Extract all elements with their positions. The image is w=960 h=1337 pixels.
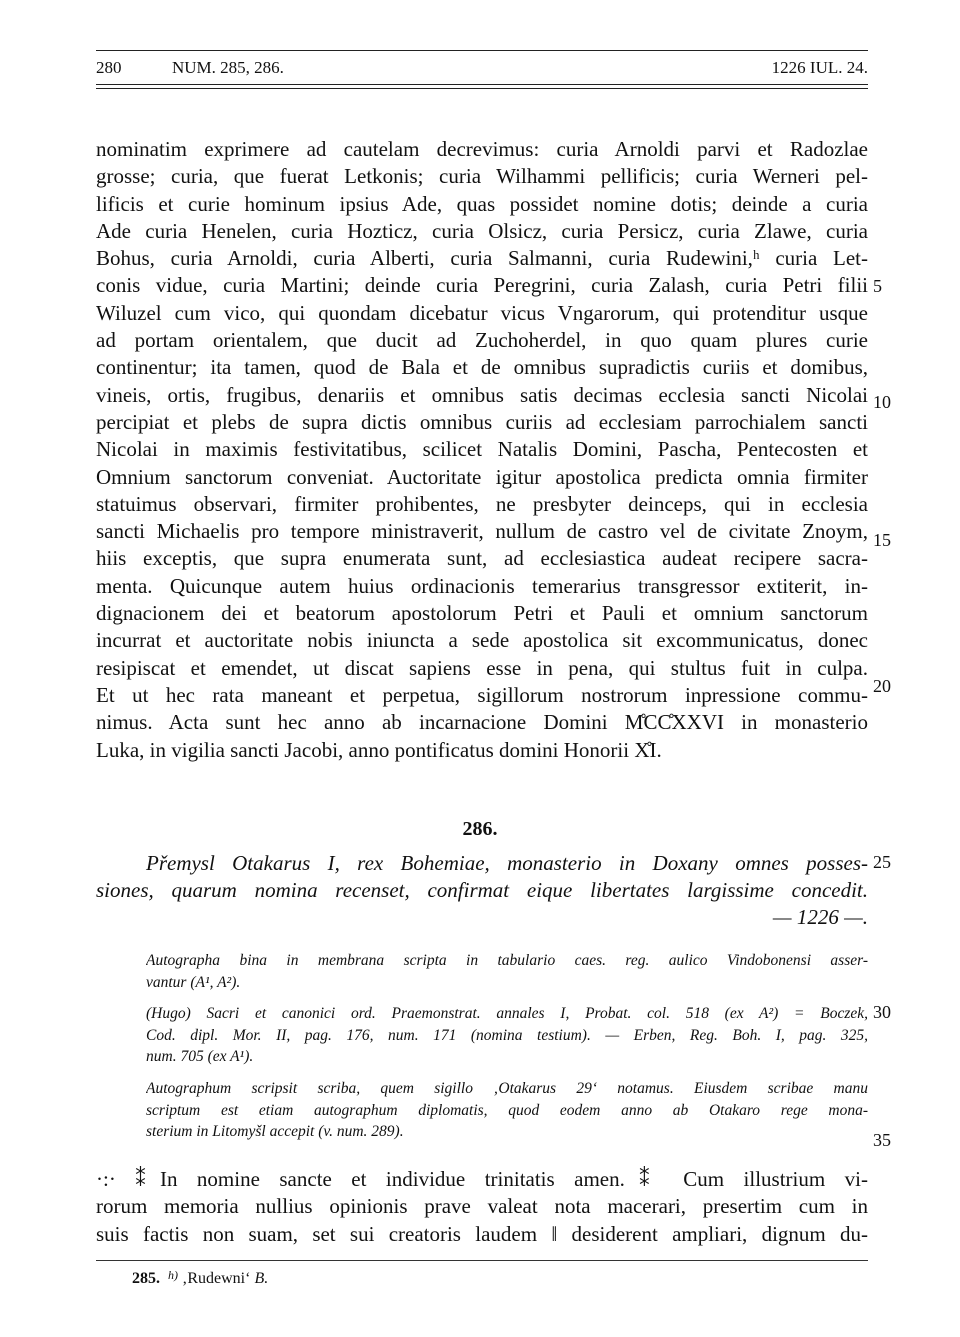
running-header bbox=[96, 58, 868, 80]
footnote-mark: h) bbox=[168, 1268, 178, 1282]
footnote-reading: ‚Rudewni‘ bbox=[182, 1270, 251, 1287]
margin-line-number: 5 bbox=[873, 276, 882, 296]
text-line: Wiluzel cum vico, qui quondam dicebatur vicus Vngarorum, qui protenditur usque bbox=[96, 300, 868, 325]
footnote bbox=[132, 1268, 268, 1288]
header-rule-bottom bbox=[96, 84, 868, 85]
text-line: Luka, in vigilia sancti Jacobi, anno pontificatus domini Honorii X̊I. bbox=[96, 737, 662, 762]
note-editions bbox=[146, 1003, 868, 1068]
note-line: num. 705 (ex A¹). bbox=[146, 1048, 254, 1065]
header-date: 1226 IUL. 24. bbox=[771, 58, 868, 77]
note-line: sterium in Litomyšl accepit (v. num. 289). bbox=[146, 1123, 404, 1140]
footnote-rule bbox=[96, 1260, 868, 1261]
text-line: dignacionem dei et beatorum apostolorum Petri et Pauli et omnium sanctorum bbox=[96, 601, 868, 626]
text-line: vineis, ortis, frugibus, denariis et omnibus satis decimas ecclesia sancti Nicolai bbox=[96, 382, 868, 407]
note-line: Cod. dipl. Mor. II, pag. 176, num. 171 (nomina testium). — Erben, Reg. Boh. I, pag. 325, bbox=[146, 1026, 868, 1044]
text-line: lificis et curie hominum ipsius Ade, quas possidet nomine dotis; deinde a curia bbox=[96, 191, 868, 216]
note-line: scriptum est etiam autographum diplomatis, quod eodem anno ab Otakaro rege mona- bbox=[146, 1101, 868, 1119]
footnote-doc-number: 285. bbox=[132, 1270, 160, 1287]
text-line: nimus. Acta sunt hec anno ab incarnacione Domini M̊CC̊XXVI in monasterio bbox=[96, 710, 868, 735]
note-line: vantur (A¹, A²). bbox=[146, 973, 241, 991]
summary-line: Přemysl Otakarus I, rex Bohemiae, monasterio in Doxany omnes posses- bbox=[146, 851, 868, 875]
text-line: ·:· ⁑In nomine sancte et individue trinitatis amen.⁑ Cum illustrium vi- bbox=[96, 1167, 868, 1191]
text-line: incurrat et auctoritate nobis iniuncta a sede apostolica sit excommunicatus, donec bbox=[96, 628, 868, 653]
text-line: sancti Michaelis pro tempore ministraverit, nullum de castro vel de civitate Znoym, bbox=[96, 519, 868, 544]
text-line: continentur; ita tamen, quod de Bala et de omnibus supradictis curiis et domibus, bbox=[96, 355, 868, 380]
document-summary bbox=[96, 850, 868, 931]
footnote-source: B. bbox=[254, 1270, 269, 1287]
text-line: Et ut hec rata maneant et perpetua, sigillorum nostrorum inpressione commu- bbox=[96, 682, 868, 707]
text-line: nominatim exprimere ad cautelam decrevimus: curia Arnoldi parvi et Radozlae bbox=[96, 137, 868, 161]
text-line: suis factis non suam, set sui creatoris laudem ‖ desiderent ampliari, dignum du- bbox=[96, 1221, 868, 1246]
text-line: percipiat et plebs de supra dictis omnibus curiis ad ecclesiam parrochialem sancti bbox=[96, 409, 868, 434]
text-line: resipiscat et emendet, ut discat sapiens esse in pena, qui stultus fuit in culpa. bbox=[96, 655, 868, 680]
text-line: ad portam orientalem, que ducit ad Zuchoherdel, in quo quam plures curie bbox=[96, 328, 868, 353]
note-manuscripts bbox=[146, 950, 868, 993]
text-line: grosse; curia, que fuerat Letkonis; curia Wilhammi pellificis; curia Werneri pel- bbox=[96, 164, 868, 189]
margin-line-number: 25 bbox=[873, 852, 891, 872]
margin-line-number: 20 bbox=[873, 676, 891, 696]
note-line: (Hugo) Sacri et canonici ord. Praemonstrat. annales I, Probat. col. 518 (ex A²) = Boczek, bbox=[146, 1005, 868, 1022]
text-line: rorum memoria nullius opinionis prave valeat nota macerari, presertim cum in bbox=[96, 1194, 868, 1219]
text-line: Bohus, curia Arnoldi, curia Alberti, curia Salmanni, curia Rudewini,ʰ curia Let- bbox=[96, 246, 868, 271]
text-line: Ade curia Henelen, curia Hozticz, curia Olsicz, curia Persicz, curia Zlawe, curia bbox=[96, 218, 868, 243]
document-number: 286. bbox=[462, 818, 498, 840]
summary-date: — 1226 —. bbox=[772, 905, 868, 929]
margin-line-number: 35 bbox=[873, 1130, 891, 1150]
text-line: hiis exceptis, que supra enumerata sunt, ad ecclesiastica audeat recipere sacra- bbox=[96, 546, 868, 571]
text-line: menta. Quicunque autem huius ordinacionis temerarius transgressor extiterit, in- bbox=[96, 573, 868, 598]
page-number: 280 bbox=[96, 58, 122, 77]
note-line: Autographum scripsit scriba, quem sigillo ‚Otakarus 29ʻ notamus. Eiusdem scribae manu bbox=[146, 1080, 868, 1097]
main-text-block bbox=[96, 136, 868, 764]
note-line: Autographa bina in membrana scripta in tabulario caes. reg. aulico Vindobonensi asser- bbox=[146, 952, 868, 969]
summary-line: siones, quarum nomina recenset, confirmat eique libertates largissime concedit. bbox=[96, 878, 868, 902]
note-scribe bbox=[146, 1078, 868, 1143]
text-line: statuimus observari, firmiter prohibentes, ne presbyter deinceps, qui in ecclesia bbox=[96, 491, 868, 516]
document-incipit bbox=[96, 1166, 868, 1248]
text-line: conis vidue, curia Martini; deinde curia Peregrini, curia Zalash, curia Petri filii bbox=[96, 273, 868, 298]
margin-line-number: 15 bbox=[873, 530, 891, 550]
margin-line-number: 10 bbox=[873, 392, 891, 412]
document-numbers: NUM. 285, 286. bbox=[172, 58, 284, 77]
text-line: Omnium sanctorum conveniat. Auctoritate igitur apostolica predicta omnia firmiter bbox=[96, 464, 868, 489]
margin-line-number: 30 bbox=[873, 1002, 891, 1022]
header-rule-bottom-double bbox=[96, 88, 868, 89]
header-rule-top bbox=[96, 50, 868, 51]
text-line: Nicolai in maximis festivitatibus, scilicet Natalis Domini, Pascha, Pentecosten et bbox=[96, 437, 868, 462]
